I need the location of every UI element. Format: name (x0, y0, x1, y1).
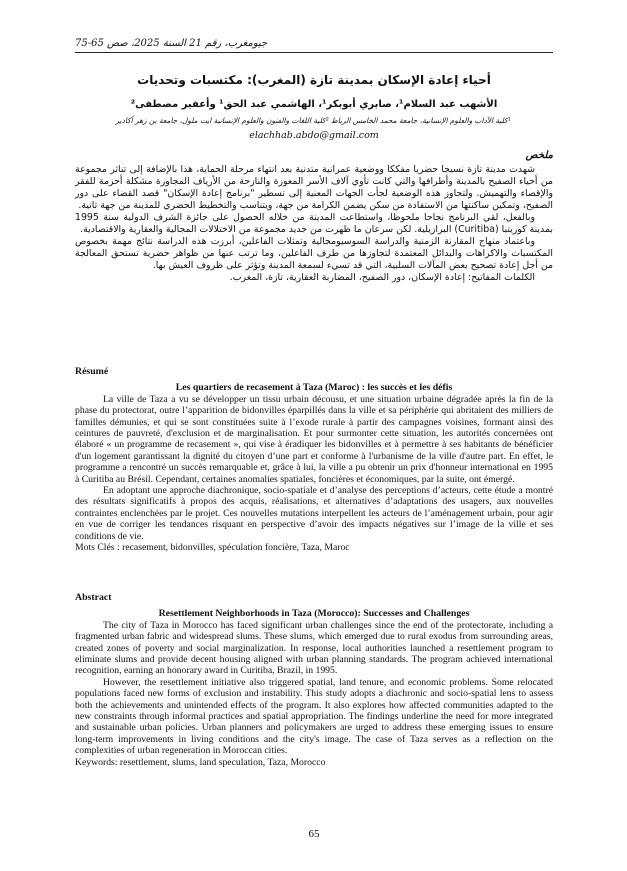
page-number: 65 (308, 828, 320, 840)
header-rule (75, 52, 553, 53)
arabic-paragraph: وبالفعل، لقي البرنامج نجاحا ملحوظا، واستطاعت المدينة من خلاله الحصول على جائزة الشرف الدولية سنة 1995 بمدينة كوريتبا (Curitiba) البرازيلية. لكن سرعان ما ظهرت من جديد مجموعة من الاختلالات المجالية والعقارية والاقتصادية. (75, 212, 553, 235)
english-paragraph: The city of Taza in Morocco has faced significant urban challenges since the end of the protectorate, including a fragmented urban fabric and widespread slums. These slums, which emerged due to rural exodus from surrounding areas, created zones of poverty and social marginalization. In response, local authorities launched a resettlement program to eliminate slums and provide decent housing aligned with urban planning standards. The program achieved international recognition, earning an honorary award in Curitiba, Brazil, in 1995. (75, 619, 553, 677)
arabic-authors: الأشهب عبد السلام¹، صابري أبوبكر¹، الهاشمي عبد الحق¹ وأعفير مصطفى² (130, 99, 498, 110)
french-abstract-body (75, 394, 553, 542)
arabic-affiliation: ¹كلية الآداب والعلوم الإنسانية، جامعة محمد الخامس الرباط ²كلية اللغات والفنون والعلوم الإنسانية ايت ملول، جامعة بن زهر أكادير (115, 116, 511, 125)
english-abstract-heading: Abstract (75, 592, 112, 603)
english-paragraph: However, the resettlement initiative also triggered spatial, land tenure, and economic problems. Some relocated populations faced new forms of exclusion and instability. This study adopts a diachronic and socio-spatial lens to assess both the achievements and unintended effects of the program. It also explores how affected communities adapted to the new constraints through informal practices and spatial appropriation. The findings underline the need for more integrated and sustainable urban policies. Urban planners and policymakers are urged to address these emerging issues to ensure long-term improvements in living conditions and the city's image. The case of Taza serves as a reflection on the complexities of urban regeneration in Moroccan cities. (75, 676, 553, 757)
french-paragraph: En adoptant une approche diachronique, socio-spatiale et d’analyse des perceptions d’acteurs, cette étude a montré des résultats significatifs à propos des acquis, réalisations, et alternatives d’adaptations des usagers, aux nouvelles contraintes enclenchées par le projet. Ces nouvelles mutations interpellent les acteurs de l’aménagement urbain, pour agir en vue de corriger les tendances risquant en perspective d’avoir des impacts négatives sur l’image de la ville et ses conditions de vie. (75, 485, 553, 542)
french-abstract-section (75, 366, 553, 554)
arabic-paragraph: شهدت مدينة تازة نسيجا حضريا مفككا ووضعية عمرانية متدنية بعد انتهاء مرحلة الحماية، هذا بالإضافة إلى تناثر مجموعة من أحياء الصفيح بالمدينة وأطرافها والتي كانت تأوي آلاف الأسر المعوزة والنازحة من الأرياف المجاورة مشكلة أحزمة للفقر والإقصاء والتهميش. ولتجاوز هذه الوضعية لجأت الجهات المعنية إلى تسطير "برنامج إعادة الإسكان" قصد القضاء على دور الصفيح، وتمكين ساكنتها من الاستفادة من سكن يضمن الكرامة من جهة، ويتناسب والتخطيط الحضري للمدينة من جهة ثانية. (75, 164, 553, 211)
author-email: elachhab.abdo@gmail.com (249, 130, 379, 141)
arabic-keywords: الكلمات المفاتيح: إعادة الإسكان، دور الصفيح، المضاربة العقارية، تازة، المغرب. (229, 272, 535, 283)
running-head: جيومغرب، رقم 21 السنة 2025، صص 65-75 (75, 38, 268, 49)
french-title: Les quartiers de recasement à Taza (Maroc) : les succès et les défis (175, 382, 453, 394)
arabic-paragraph: وباعتماد منهاج المقارنة الزمنية والدراسة السوسيومجالية وتمثلات الفاعلين، أبرزت هذه الدراسة نتائج مهمة بخصوص المكتسبات والاكراهات والبدائل المعتمدة لتجاوزها من طرف الفاعلين، وما ترتب عنها من ظواهر حضرية تستحق المعالجة من أجل إعادة تصحيح بعض المآلات السلبية، التي قد تسيء لسمعة المدينة وتؤثر على ظروف العيش بها. (75, 236, 553, 271)
arabic-abstract (75, 164, 553, 284)
french-abstract-heading: Résumé (75, 366, 109, 377)
french-keywords: Mots Clés : recasement, bidonvilles, spéculation foncière, Taza, Maroc (75, 542, 350, 554)
arabic-abstract-heading: ملخص (525, 150, 553, 161)
arabic-title: أحياء إعادة الإسكان بمدينة تازة (المغرب): مكتسبات وتحديات (137, 73, 491, 87)
english-abstract-section (75, 592, 553, 768)
english-abstract-body (75, 620, 553, 757)
english-keywords: Keywords: resettlement, slums, land speculation, Taza, Morocco (75, 756, 326, 768)
english-title: Resettlement Neighborhoods in Taza (Morocco): Successes and Challenges (158, 608, 470, 620)
french-paragraph: La ville de Taza a vu se développer un tissu urbain décousu, et une situation urbaine dégradée après la fin de la phase du protectorat, outre l’apparition de bidonvilles éparpillés dans la ville et sa périphérie qui abritaient des milliers de familles démunies, et qui se sont constituées suite à l’exode rurale à partir des campagnes voisines, formant ainsi des ceintures de pauvreté, d'exclusion et de marginalisation. Et pour surmonter cette situation, les autorités concernées ont élaboré « un programme de recasement », qui vise à éradiquer les bidonvilles et à permettre à ses habitants de bénéficier d'un logement garantissant la dignité du citoyen d’une part et conforme à l'urbanisme de la ville d'autre part. En effet, le programme a rencontré un succès remarquable et, grâce à lui, la ville a pu obtenir un prix d'honneur international en 1995 à Curitiba au Brésil. Cependant, certaines anomalies spatiales, foncières et économiques, par la suite, ont émergé. (75, 393, 553, 485)
